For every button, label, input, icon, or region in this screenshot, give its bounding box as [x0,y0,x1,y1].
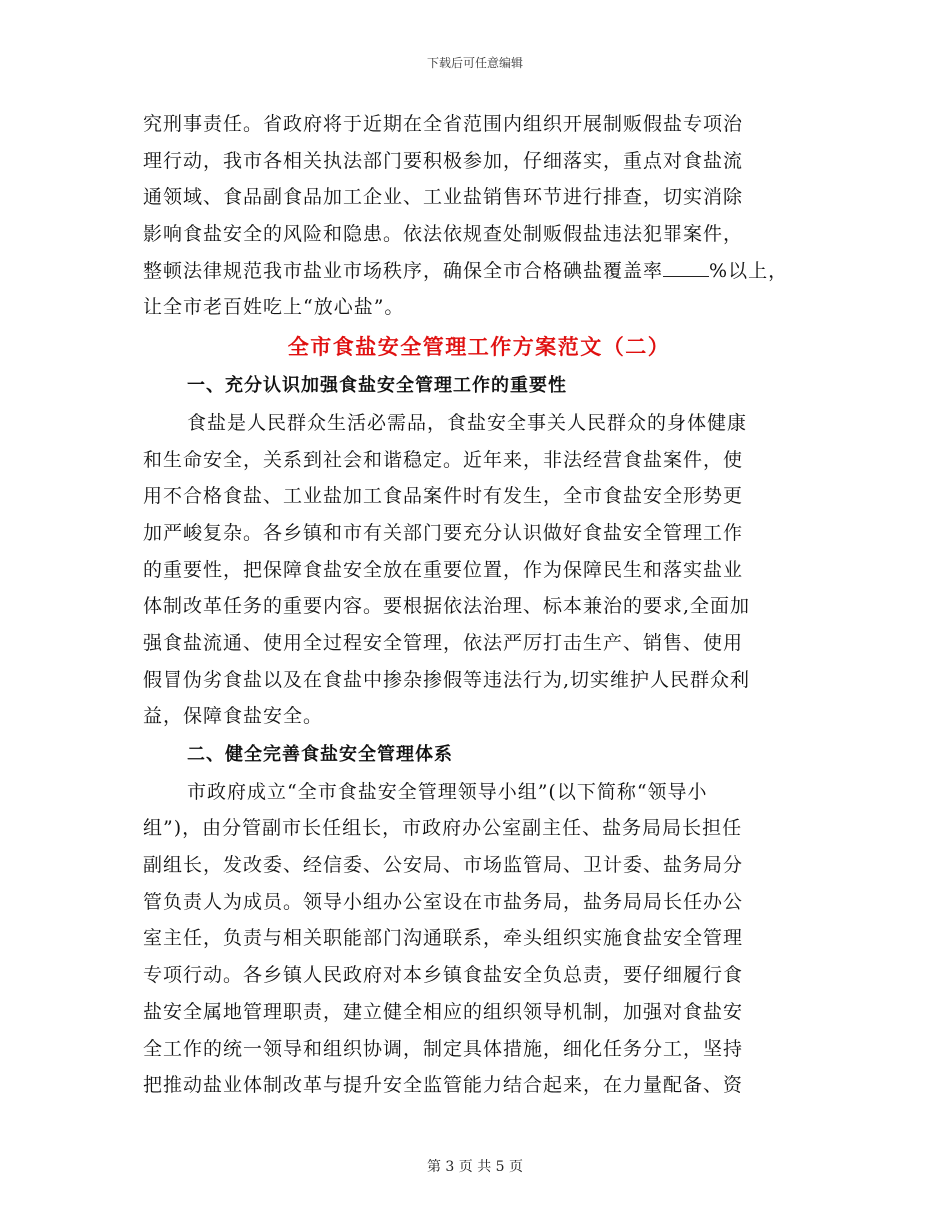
paragraph-line: 和生命安全，关系到社会和谐稳定。近年来，非法经营食盐案件，使 [143,448,744,471]
fill-in-blank [663,256,709,277]
paragraph-line: 组”)，由分管副市长任组长，市政府办公室副主任、盐务局局长担任 [143,817,743,840]
section-heading: 一、充分认识加强食盐安全管理工作的重要性 [187,375,567,397]
paragraph-text: 整顿法律规范我市盐业市场秩序，确保全市合格碘盐覆盖率 [143,259,664,282]
paragraph-line: 全工作的统一领导和组织协调，制定具体措施，细化任务分工，坚持 [143,1037,744,1060]
document-title: 全市食盐安全管理工作方案范文（二） [287,335,671,360]
paragraph-line: 室主任，负责与相关职能部门沟通联系，牵头组织实施食盐安全管理 [143,927,744,950]
paragraph-line: 理行动，我市各相关执法部门要积极参加，仔细落实，重点对食盐流 [143,149,744,172]
paragraph-line: 益，保障食盐安全。 [143,705,324,728]
page-number: 第 3 页 共 5 页 [426,1159,524,1175]
paragraph-line: 专项行动。各乡镇人民政府对本乡镇食盐安全负总责，要仔细履行食 [143,964,744,987]
paragraph-line: 究刑事责任。省政府将于近期在全省范围内组织开展制贩假盐专项治 [143,113,744,135]
paragraph-line: 副组长，发改委、经信委、公安局、市场监管局、卫计委、盐务局分 [143,854,744,877]
paragraph-line: 管负责人为成员。领导小组办公室设在市盐务局，盐务局局长任办公 [143,890,744,913]
paragraph-line: 假冒伪劣食盐以及在食盐中掺杂掺假等违法行为,切实维护人民群众利 [143,668,751,691]
paragraph-line: 影响食盐安全的风险和隐患。依法依规查处制贩假盐违法犯罪案件， [143,223,744,246]
paragraph-line: 让全市老百姓吃上“放心盐”。 [143,296,405,319]
document-body [143,106,815,1104]
paragraph-line [143,253,815,290]
paragraph-line: 用不合格食盐、工业盐加工食品案件时有发生，全市食盐安全形势更 [143,485,744,508]
paragraph-line: 体制改革任务的重要内容。要根据依法治理、标本兼治的要求,全面加 [143,595,751,618]
paragraph-line: 市政府成立“全市食盐安全管理领导小组”(以下简称“领导小 [187,780,708,803]
paragraph-line: 盐安全属地管理职责，建立健全相应的组织领导机制，加强对食盐安 [143,1000,744,1023]
section-heading: 二、健全完善食盐安全管理体系 [187,744,453,765]
paragraph-line: 食盐是人民群众生活必需品，食盐安全事关人民群众的身体健康 [187,411,748,434]
paragraph-line: 强食盐流通、使用全过程安全管理，依法严厉打击生产、销售、使用 [143,631,744,654]
paragraph-line: 把推动盐业体制改革与提升安全监管能力结合起来，在力量配备、资 [143,1074,744,1097]
paragraph-text: %以上， [709,259,789,282]
paragraph-line: 加严峻复杂。各乡镇和市有关部门要充分认识做好食盐安全管理工作 [143,521,744,544]
paragraph-line: 的重要性，把保障食盐安全放在重要位置，作为保障民生和落实盐业 [143,558,744,581]
paragraph-line: 通领域、食品副食品加工企业、工业盐销售环节进行排查，切实消除 [143,186,744,209]
page-header: 下载后可任意编辑 [426,56,523,70]
